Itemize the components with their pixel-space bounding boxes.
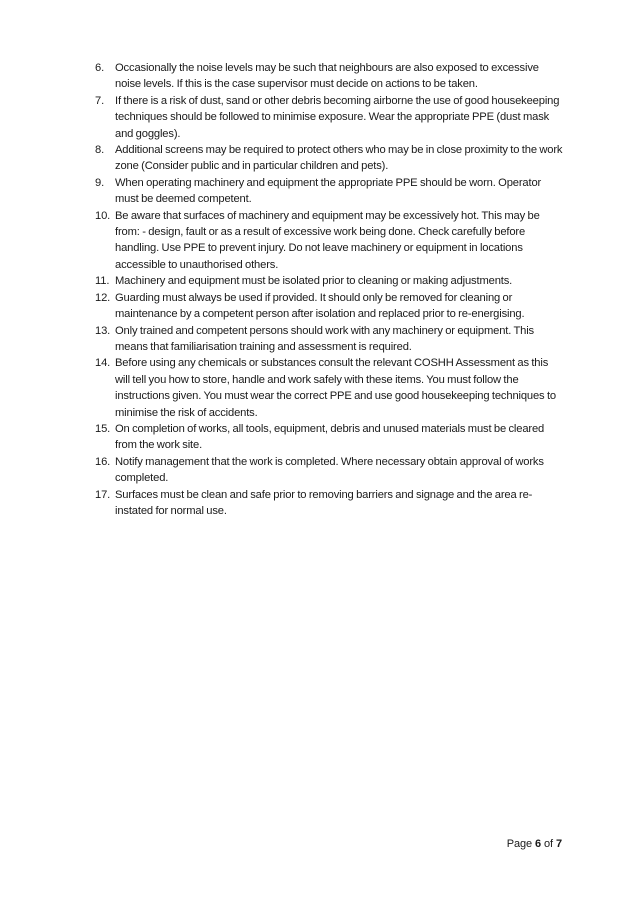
list-item (95, 93, 565, 142)
list-item (95, 208, 565, 274)
list-item (95, 142, 565, 175)
total-pages-number: 7 (555, 838, 562, 850)
list-item-text: Notify management that the work is completed. Where necessary obtain approval of works completed. (115, 455, 544, 485)
page-label: Page (506, 838, 533, 850)
list-item-text: Machinery and equipment must be isolated prior to cleaning or making adjustments. (115, 275, 513, 288)
list-item-number: 16. (95, 455, 111, 468)
list-item-text: If there is a risk of dust, sand or other debris becoming airborne the use of good housekeeping techniques should be followed to minimise exposure. Wear the appropriate PPE (dust mask and goggles). (115, 94, 560, 140)
list-item (95, 487, 565, 520)
list-item-number: 7. (95, 94, 105, 107)
list-item-number: 15. (95, 422, 111, 435)
procedure-list (95, 60, 565, 519)
current-page-number: 6 (535, 838, 542, 850)
list-item-text: Be aware that surfaces of machinery and equipment may be excessively hot. This may be from: - design, fault or as a result of excessive work being done. Check carefully before handling. Use PPE to prevent injury. Do not leave machinery or equipment in locations accessible to unauthorised others. (115, 209, 540, 271)
list-item (95, 290, 565, 323)
list-item (95, 355, 565, 421)
list-item (95, 323, 565, 356)
list-item-text: When operating machinery and equipment the appropriate PPE should be worn. Operator must be deemed competent. (115, 176, 542, 206)
page-number-footer (507, 837, 562, 851)
list-item-number: 14. (95, 357, 111, 370)
list-item-text: Guarding must always be used if provided. It should only be removed for cleaning or maintenance by a competent person after isolation and replaced prior to re-energising. (115, 291, 525, 321)
list-item-number: 17. (95, 488, 111, 501)
list-item (95, 273, 565, 289)
list-item (95, 421, 565, 454)
list-item-number: 8. (95, 144, 105, 157)
list-item (95, 175, 565, 208)
list-item-text: Surfaces must be clean and safe prior to removing barriers and signage and the area re-instated for normal use. (115, 488, 533, 517)
list-item-text: Occasionally the noise levels may be such that neighbours are also exposed to excessive noise levels. If this is the case supervisor must decide on actions to be taken. (115, 62, 539, 91)
list-item-number: 13. (95, 324, 111, 337)
list-item-number: 12. (95, 291, 111, 304)
list-item (95, 454, 565, 487)
list-item-text: Only trained and competent persons should work with any machinery or equipment. This means that familiarisation training and assessment is required. (115, 324, 534, 353)
list-item-number: 6. (95, 62, 105, 74)
list-item-text: Additional screens may be required to protect others who may be in close proximity to the work zone (Consider public and in particular children and pets). (115, 144, 563, 173)
list-item (95, 60, 565, 93)
list-item-number: 9. (95, 176, 105, 189)
list-item-text: On completion of works, all tools, equipment, debris and unused materials must be cleared from the work site. (115, 422, 545, 452)
list-item-number: 11. (95, 275, 110, 288)
list-item-number: 10. (95, 209, 111, 222)
list-item-text: Before using any chemicals or substances consult the relevant COSHH Assessment as this will tell you how to store, handle and work safely with these items. You must follow the instructions given. You must wear the correct PPE and use good housekeeping techniques to minimise the risk of accidents. (115, 357, 556, 419)
of-label: of (544, 838, 553, 850)
